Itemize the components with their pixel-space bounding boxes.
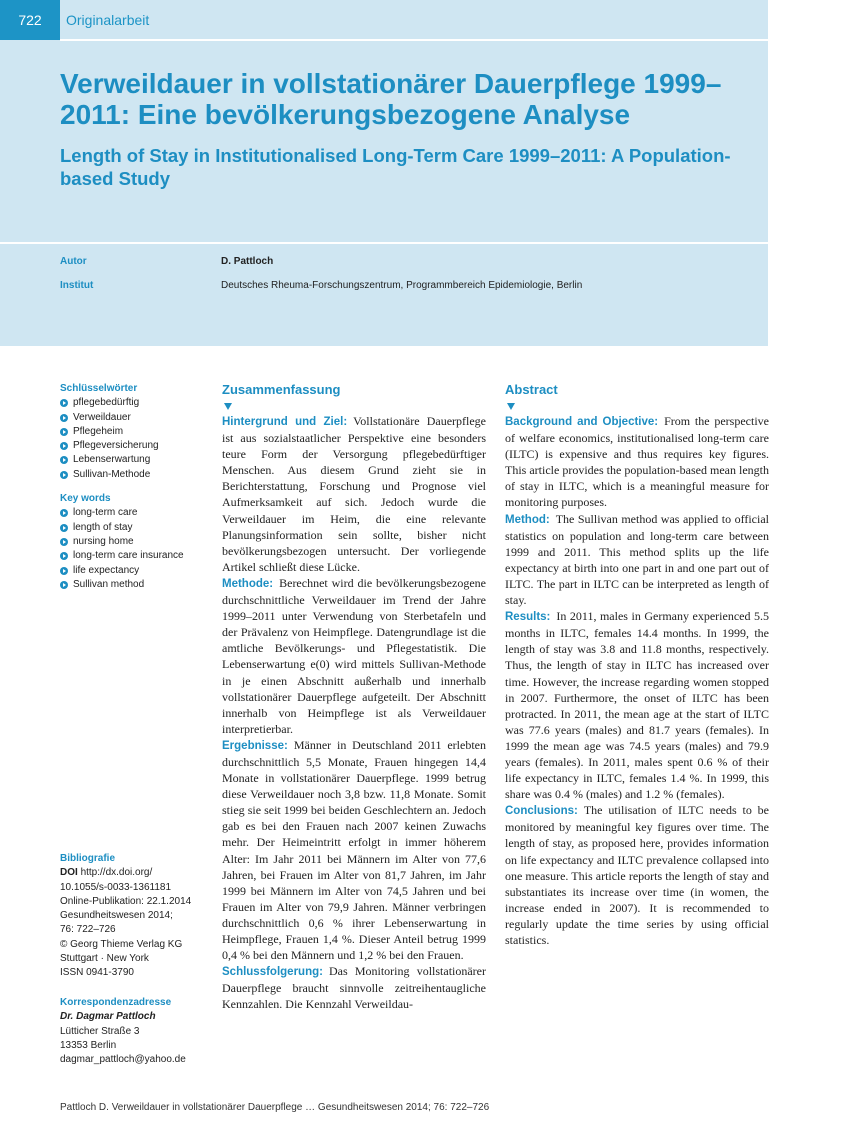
journal-pages: 76: 722–726: [60, 924, 116, 936]
keyword-item: long-term care: [60, 506, 210, 520]
keywords-en-list: [60, 506, 210, 592]
page-number: 722: [0, 0, 60, 40]
keyword-item: Lebenserwartung: [60, 453, 210, 467]
keywords-column: [60, 382, 210, 602]
section-label: Originalarbeit: [66, 12, 150, 28]
paragraph-label: Results:: [505, 611, 551, 624]
zusammenfassung-heading: Zusammenfassung: [222, 382, 341, 397]
correspondence-title: Korrespondenzadresse: [60, 997, 172, 1008]
journal: Gesundheitswesen 2014;: [60, 910, 173, 922]
paragraph-text: Vollstationäre Dauerpflege ist aus sozialstaatlicher Perspektive eine besonders teure Form der Versorgung pflegebedürftiger Menschen. Aus diesem Grund zieht sie in Berichterstattung, Forschung und Prognose viel Aufmerksamkeit auf sich. Jedoch wurde die Verweildauer im Heim, die eine relevante Planungsinformation sein sollte, bisher nicht bevölkerungsbezogen untersucht. Der vorliegende Artikel schließt diese Lücke.: [222, 414, 487, 574]
paragraph-text: Berechnet wird die bevölkerungsbezogene durchschnittliche Verweildauer im Trend der Jahre 1999–2011 unter Verwendung von Sterbetafeln und der Prävalenz von Heimpflege. Datengrundlage ist die amtliche Bevölkerungs- und Pflegestatistik. Die Lebenserwartung e(0) wird mittels Sullivan-Methode in je einen Abschnitt außerhalb und innerhalb vollstationärer Dauerpflege aufgeteilt. Der Abschnitt innerhalb von Heimpflege ist als Verweildauer interpretierbar.: [222, 575, 486, 736]
bibliography: [60, 852, 220, 981]
paragraph-text: The utilisation of ILTC needs to be monitored by meaningful key figures over time. The length of stay, as proposed here, provides information on life expectancy and ILTC prevalence collapsed into one measure. This article reports the length of stay and substantiates its increase over time (in women, the increase ended in 2007). It is recommended to regularly update the time series by using official statistics.: [505, 803, 769, 947]
abstract-paragraph: [505, 413, 769, 511]
bullet-icon: [60, 552, 68, 560]
keyword-item: life expectancy: [60, 564, 210, 578]
title-german: Verweildauer in vollstationärer Dauerpflege 1999–2011: Eine bevölkerungsbezogene Analyse: [60, 68, 722, 130]
keyword-item: nursing home: [60, 535, 210, 549]
author-name: D. Pattloch: [221, 256, 274, 267]
copyright: © Georg Thieme Verlag KG: [60, 938, 183, 950]
paragraph-label: Conclusions:: [505, 805, 578, 818]
bullet-icon: [60, 471, 68, 479]
paragraph-text: Männer in Deutschland 2011 erlebten durchschnittlich 5,5 Monate, Frauen hingegen 14,4 Monate in vollstationärer Dauerpflege. 1999 betrug diese Verweildauer noch 3,8 bzw. 11,8 Monate. Somit stieg sie seit 1999 bei beiden Geschlechtern an. Jedoch gab es bei den Frauen nach 2007 keinen Zuwachs mehr. Der Heimeintritt erfolgt in immer höherem Alter: Im Jahr 2011 bei Männern im Alter von 77,6 Jahren, bei Frauen im Alter von 81,7 Jahren, im Jahr 1999 bei Männern im Alter von 74,5 Jahren und bei Frauen im Alter von 79,9 Jahren. Männer verbringen durchschnittlich 0,6 % ihrer Lebenserwartung in Heimpflege, Frauen 1,4 %. Dieser Anteil betrug 1999 0,4 % bei den Männern und 1,2 % bei den Frauen.: [222, 737, 486, 963]
bullet-icon: [60, 581, 68, 589]
online-publication: Online-Publikation: 22.1.2014: [60, 895, 192, 907]
bullet-icon: [60, 524, 68, 532]
bibliography-title: Bibliografie: [60, 853, 116, 864]
top-bar-divider: [60, 39, 768, 41]
keyword-item: pflegebedürftig: [60, 396, 210, 410]
correspondence: [60, 996, 220, 1067]
zusammenfassung-column: [222, 382, 486, 1012]
paragraph-text: Das Monitoring vollstationärer Dauerpflege braucht sinnvolle zeitreihentaugliche Kennzahlen. Die Kennzahl Verweildau-: [222, 964, 486, 1012]
paragraph-label: Hintergrund und Ziel:: [222, 416, 348, 428]
abstract-paragraph: [505, 608, 769, 802]
triangle-down-icon: [507, 403, 515, 410]
bullet-icon: [60, 442, 68, 450]
keyword-item: Verweildauer: [60, 411, 210, 425]
page-footer: Pattloch D. Verweildauer in vollstationärer Dauerpflege … Gesundheitswesen 2014; 76: 722–726: [60, 1102, 490, 1113]
paragraph-label: Methode:: [222, 577, 274, 590]
bullet-icon: [60, 414, 68, 422]
abstract-paragraph: [222, 575, 486, 737]
issn: ISSN 0941-3790: [60, 967, 134, 979]
institute-label: Institut: [60, 280, 94, 291]
bullet-icon: [60, 456, 68, 464]
paragraph-label: Schlussfolgerung:: [222, 966, 323, 979]
abstract-paragraph: [222, 737, 486, 963]
top-bar: [0, 0, 768, 40]
publisher-place: Stuttgart · New York: [60, 953, 149, 965]
paragraph-label: Method:: [505, 513, 550, 526]
doi-number: 10.1055/s-0033-1361181: [60, 881, 172, 893]
bullet-icon: [60, 567, 68, 575]
institute-name: Deutsches Rheuma-Forschungszentrum, Programmbereich Epidemiologie, Berlin: [221, 280, 583, 291]
author-label: Autor: [60, 256, 87, 267]
abstract-paragraph: [505, 802, 769, 948]
keywords-en-title: Key words: [60, 493, 111, 505]
keyword-item: long-term care insurance: [60, 549, 210, 563]
paragraph-text: The Sullivan method was applied to official statistics on population and long-term care between 1999 and 2011. This method splits up the life expectancy at birth into one part in and one part out of ILTC. The part in ILTC can be interpreted as length of stay.: [505, 511, 769, 608]
abstract-paragraph: [505, 511, 769, 609]
bullet-icon: [60, 509, 68, 517]
header-divider: [0, 242, 768, 244]
paragraph-text: From the perspective of welfare economics, institutionalised long-term care (ILTC) is expensive and thus requires key figures. This article provides the population-based mean length of stay in ILTC, which is a meaningful measure for monitoring purposes.: [505, 414, 769, 510]
keywords-de-list: [60, 396, 210, 482]
bullet-icon: [60, 399, 68, 407]
title-english: Length of Stay in Institutionalised Long-Term Care 1999–2011: A Population-based Study: [60, 145, 731, 189]
correspondence-email[interactable]: dagmar_pattloch@yahoo.de: [60, 1054, 186, 1066]
paragraph-label: Background and Objective:: [505, 416, 659, 428]
doi-line: [60, 866, 220, 880]
keyword-item: length of stay: [60, 521, 210, 535]
paragraph-label: Ergebnisse:: [222, 739, 288, 752]
keyword-item: Sullivan method: [60, 578, 210, 592]
doi-link[interactable]: http://dx.doi.org/: [80, 867, 153, 879]
abstract-paragraph: [222, 963, 486, 1012]
bullet-icon: [60, 538, 68, 546]
bullet-icon: [60, 428, 68, 436]
keyword-item: Pflegeheim: [60, 425, 210, 439]
keywords-de-title: Schlüsselwörter: [60, 383, 138, 394]
correspondence-street: Lütticher Straße 3: [60, 1025, 140, 1037]
correspondence-name: Dr. Dagmar Pattloch: [60, 1011, 156, 1023]
doi-label: DOI: [60, 867, 78, 879]
triangle-down-icon: [224, 403, 232, 410]
correspondence-city: 13353 Berlin: [60, 1039, 117, 1051]
abstract-heading: Abstract: [505, 382, 558, 397]
keyword-item: Pflegeversicherung: [60, 439, 210, 453]
abstract-paragraph: [222, 413, 486, 575]
abstract-column: [505, 382, 769, 948]
keyword-item: Sullivan-Methode: [60, 468, 210, 482]
paragraph-text: In 2011, males in Germany experienced 5.5 months in ILTC, females 14.4 months. In 1999, the length of stay was 3.8 and 11.8 months, respectively. Thus, the length of stay in ILTC has increased over time. However, the increase regarding women stopped in 2007. Furthermore, the onset of ILTC has been protracted. In 2011, the mean age at the start of ILTC was 77.6 years (males) and 81.7 years (females). In 1999 the mean age was 74.5 years (males) and 79.9 years (females). In 2011, males spent 0.6 % of their life expectancy in ILTC, females 1.4 %. In 1999, this share was 0.4 % (males) and 1.2 % (females).: [505, 609, 769, 802]
